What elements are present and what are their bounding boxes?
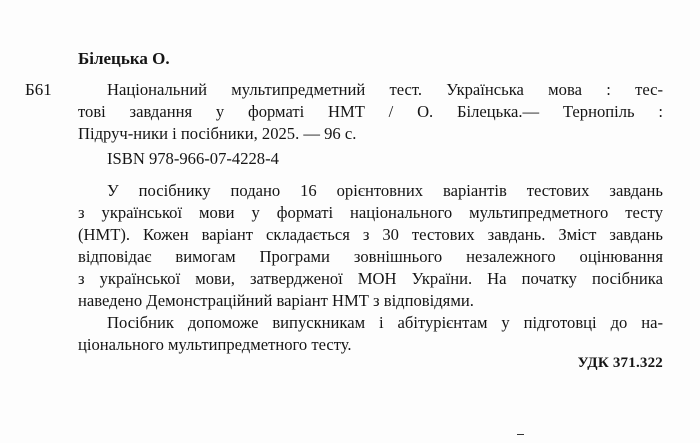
abstract-line: У посібнику подано 16 орієнтовних варіантів тестових завдань — [107, 181, 663, 200]
isbn: ISBN 978-966-07-4228-4 — [107, 149, 279, 168]
crop-mark — [517, 434, 524, 435]
abstract-paragraph-1 — [78, 180, 663, 312]
shelf-code: Б61 — [25, 80, 52, 99]
biblio-line: Національний мультипредметний тест. Українська мова : тес- — [107, 80, 663, 99]
abstract-line: Посібник допоможе випускникам і абітурієнтам у підготовці до на- — [107, 313, 663, 332]
abstract-line: з української мови, затвердженої МОН України. На початку посібника — [78, 269, 663, 288]
abstract-line: відповідає вимогам Програми зовнішнього незалежного оцінювання — [78, 247, 663, 266]
abstract-line: з української мови у форматі національного мультипредметного тесту — [78, 203, 663, 222]
bibliographic-description — [78, 79, 663, 145]
biblio-line: тові завдання у форматі НМТ / О. Білецька.— Тернопіль : — [78, 102, 663, 121]
abstract-line: (НМТ). Кожен варіант складається з 30 тестових завдань. Зміст завдань — [78, 225, 663, 244]
biblio-line: Підруч-ники і посібники, 2025. — 96 с. — [78, 124, 357, 143]
abstract-line: ціонального мультипредметного тесту. — [78, 335, 352, 354]
udc-code: УДК 371.322 — [577, 355, 663, 371]
author-heading: Білецька О. — [78, 49, 170, 68]
abstract — [78, 180, 663, 356]
abstract-paragraph-2 — [78, 312, 663, 356]
abstract-line: наведено Демонстраційний варіант НМТ з відповідями. — [78, 291, 474, 310]
